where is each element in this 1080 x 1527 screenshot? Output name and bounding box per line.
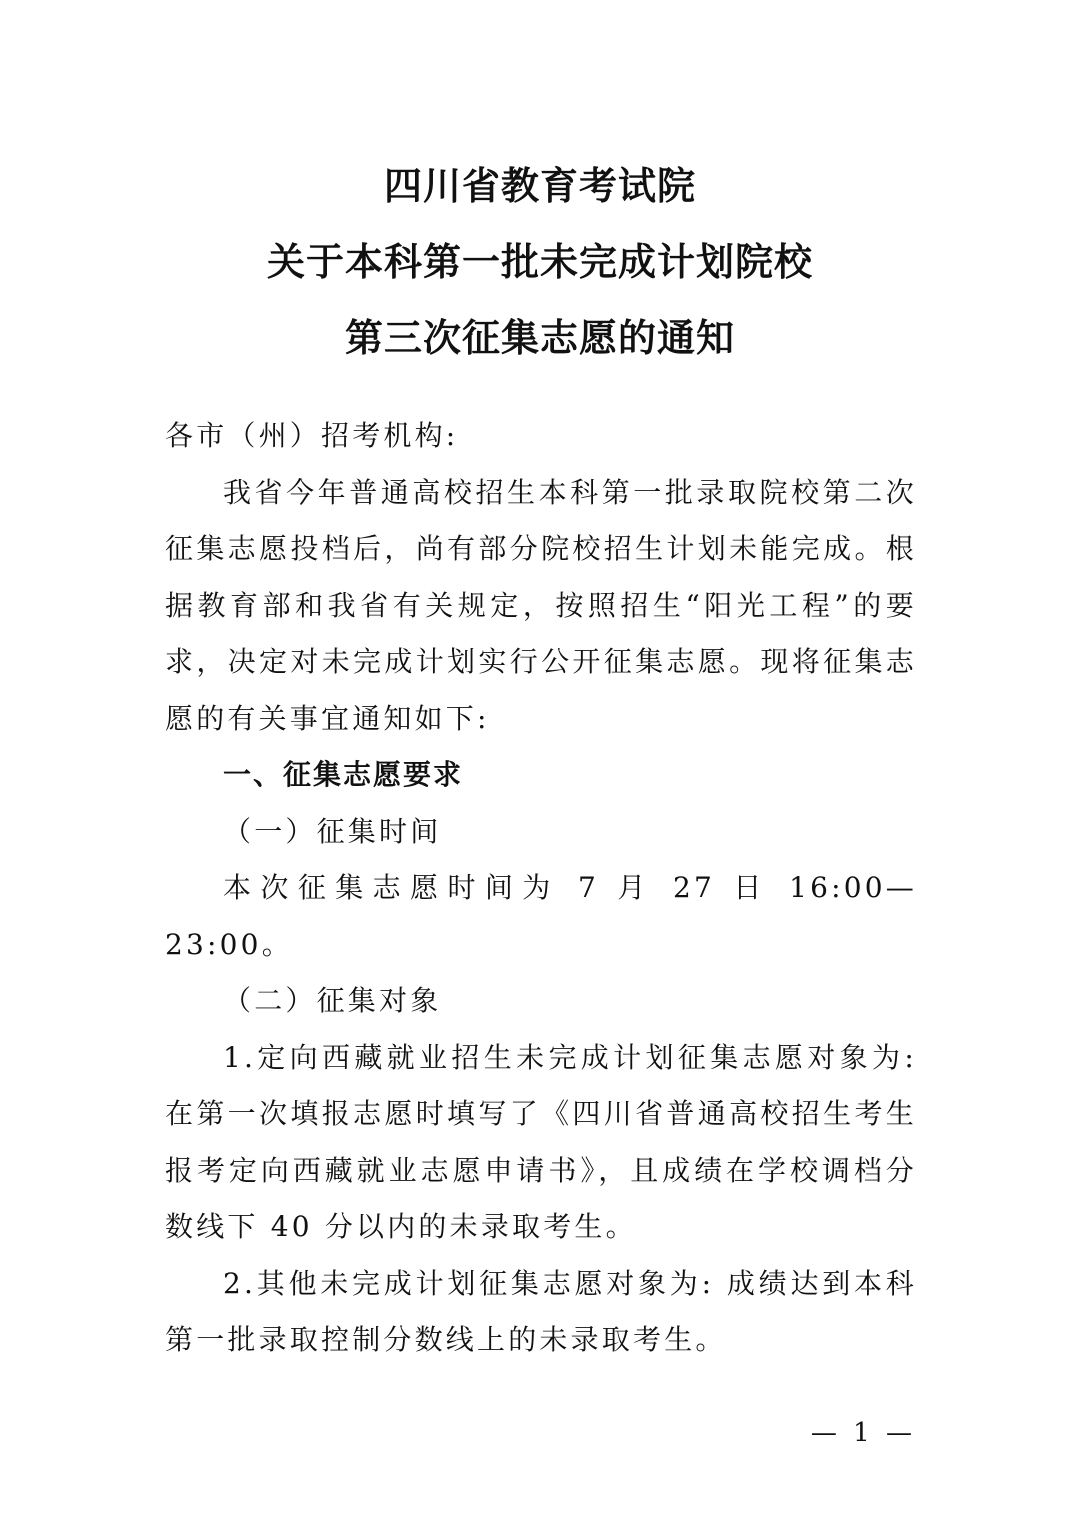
intro-paragraph: 我省今年普通高校招生本科第一批录取院校第二次征集志愿投档后，尚有部分院校招生计划未能完成。根据教育部和我省有关规定，按照招生“阳光工程”的要求，决定对未完成计划实行公开征集志愿。现将征集志愿的有关事宜通知如下: xyxy=(165,475,917,735)
title-line-3: 第三次征集志愿的通知 xyxy=(344,316,735,360)
title-line-2: 关于本科第一批未完成计划院校 xyxy=(266,240,813,284)
subsection-heading-targets: （二）征集对象 xyxy=(223,984,442,1017)
subsection-heading-time: （一）征集时间 xyxy=(223,814,442,848)
page-number: — 1 — xyxy=(810,1418,916,1448)
salutation: 各市（州）招考机构: xyxy=(165,419,459,452)
target-item-2: 2.其他未完成计划征集志愿对象为: 成绩达到本科第一批录取控制分数线上的未录取考生。 xyxy=(165,1266,917,1356)
section-heading-requirements: 一、征集志愿要求 xyxy=(223,758,464,791)
title-line-1: 四川省教育考试院 xyxy=(383,164,696,208)
target-item-1: 1.定向西藏就业招生未完成计划征集志愿对象为: 在第一次填报志愿时填写了《四川省普通高校招生考生报考定向西藏就业志愿申请书》，且成绩在学校调档分数线下 40 分以内的未录取考生。 xyxy=(165,1040,917,1243)
document-body xyxy=(165,408,917,1369)
document-title xyxy=(0,148,1080,376)
collection-time-text: 本次征集志愿时间为 7 月 27 日 16:00—23:00。 xyxy=(165,871,917,961)
